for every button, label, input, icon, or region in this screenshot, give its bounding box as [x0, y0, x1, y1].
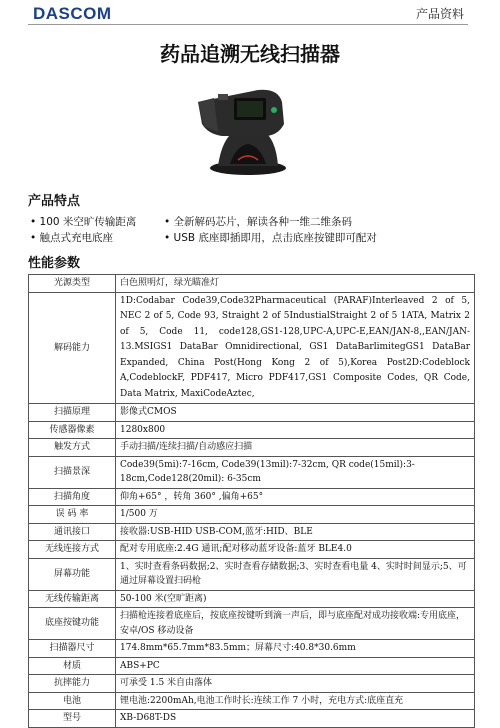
spec-value: 手动扫描/连续扫描/自动感应扫描 [116, 439, 475, 457]
spec-value: Code39(5mi):7-16cm, Code39(13mil):7-32cm, QR code(15mil):3-18cm,Code128(20mil): 6-35cm [116, 456, 475, 488]
spec-value: 仰角+65° ，转角 360° ,偏角+65° [116, 488, 475, 506]
spec-key: 光源类型 [29, 275, 116, 293]
table-row [29, 292, 475, 404]
spec-value: ABS+PC [116, 657, 475, 675]
specs-heading: 性能参数 [28, 256, 81, 271]
table-row [29, 439, 475, 457]
spec-value: 扫描枪连接着底座后，按底座按键听到滴一声后，即与底座配对成功接收端:专用底座，安卓/OS 移动设备 [116, 608, 475, 640]
spec-value: 1/500 万 [116, 506, 475, 524]
table-row [29, 675, 475, 693]
feature-item: • USB 底座即插即用，点击底座按键即可配对 [164, 232, 377, 244]
table-row [29, 558, 475, 590]
spec-key: 扫描角度 [29, 488, 116, 506]
spec-value: 1D:Codabar Code39,Code32Pharmaceutical (PARAF)Interleaved 2 of 5, NEC 2 of 5, Code 93, Straight 2 of 5IndustialStraight 2 of 5 1ATA, Matrix 2 of 5, Code 11, code128,GS1-128,UPC-A,UPC-E,EAN/JAN-8,,EAN/JAN-13.MSIGS1 DataBar Omnidirectional, GS1 DataBarlimitegGS1 DataBar Expanded, China Post(Hong Kong 2 of 5),Korea Post2D:Codeblock A,CodeblockF, PDF417, Micro PDF417,GS1 Composite Codes, QR Code, Data Matrix, MaxiCodeAztec, [116, 292, 475, 404]
table-row [29, 657, 475, 675]
feature-item: • 触点式充电底座 [30, 232, 114, 244]
spec-value: 1280x800 [116, 421, 475, 439]
table-row [29, 523, 475, 541]
table-row [29, 692, 475, 710]
spec-key: 底座按键功能 [29, 608, 116, 640]
header-divider [28, 24, 468, 25]
spec-key: 解码能力 [29, 292, 116, 404]
spec-key: 无线传输距离 [29, 590, 116, 608]
table-row [29, 404, 475, 422]
feature-item: • 100 米空旷传输距离 [30, 216, 137, 228]
table-row [29, 275, 475, 293]
doc-type-label: 产品资料 [415, 7, 464, 21]
page-title: 药品追溯无线扫描器 [160, 42, 340, 66]
spec-value: 影像式CMOS [116, 404, 475, 422]
spec-key: 扫描原理 [29, 404, 116, 422]
spec-key: 电池 [29, 692, 116, 710]
spec-value: 接收器:USB-HID USB-COM,蓝牙:HID、BLE [116, 523, 475, 541]
spec-value: 配对专用底座:2.4G 通讯;配对移动蓝牙设备:蓝牙 BLE4.0 [116, 541, 475, 559]
spec-key: 无线连接方式 [29, 541, 116, 559]
spec-key: 误 码 率 [29, 506, 116, 524]
features-heading: 产品特点 [28, 194, 81, 209]
spec-value: 可承受 1.5 米自由落体 [116, 675, 475, 693]
spec-key: 扫描器尺寸 [29, 640, 116, 658]
table-row [29, 506, 475, 524]
table-row [29, 456, 475, 488]
table-row [29, 710, 475, 728]
brand-logo: DASCOM [33, 4, 112, 23]
spec-value: 1、实时查看条码数据;2、实时查看存储数据;3、实时查看电量 4、实时时间显示;5、可通过屏幕设置扫码枪 [116, 558, 475, 590]
spec-key: 通讯接口 [29, 523, 116, 541]
table-row [29, 640, 475, 658]
header-bar [0, 0, 500, 24]
spec-key: 传感器像素 [29, 421, 116, 439]
spec-value: XB-D68T-DS [116, 710, 475, 728]
spec-value: 50-100 米(空旷距离) [116, 590, 475, 608]
spec-key: 扫描景深 [29, 456, 116, 488]
table-row [29, 541, 475, 559]
table-row [29, 608, 475, 640]
table-row [29, 421, 475, 439]
spec-key: 触发方式 [29, 439, 116, 457]
spec-value: 174.8mm*65.7mm*83.5mm；屏幕尺寸:40.8*30.6mm [116, 640, 475, 658]
spec-key: 抗摔能力 [29, 675, 116, 693]
spec-value: 锂电池:2200mAh,电池工作时长:连续工作 7 小时，充电方式:底座直充 [116, 692, 475, 710]
spec-key: 屏幕功能 [29, 558, 116, 590]
specs-table [28, 274, 475, 728]
table-row [29, 590, 475, 608]
table-row [29, 488, 475, 506]
scanner-product-image [178, 80, 308, 180]
spec-value: 白色照明灯，绿光瞄准灯 [116, 275, 475, 293]
spec-key: 型号 [29, 710, 116, 728]
feature-item: • 全新解码芯片，解读各种一维二维条码 [164, 216, 353, 228]
spec-key: 材质 [29, 657, 116, 675]
